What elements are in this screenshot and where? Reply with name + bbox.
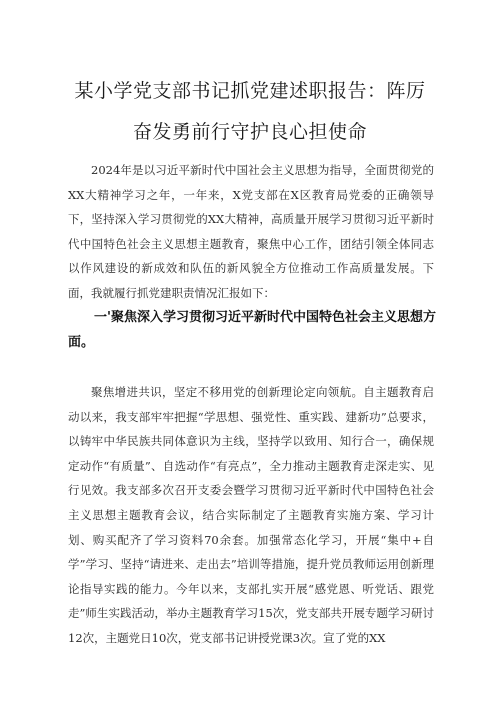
section-1-heading: 一'聚焦深入学习贯彻习近平新时代中国特色社会主义思想方面。 [68,310,436,350]
section-1-paragraph: 聚焦增进共识，坚定不移用党的创新理论定向领航。自主题教育启动以来，我支部牢牢把握“学思想、强党性、重实践、建新功”总要求，以铸牢中华民族共同体意识为主线，坚持学以致用、知行合一，确保规定动作“有质量”、自选动作“有亮点”，全力推动主题教育走深走实、见行见效。我支部多次召开支委会暨学习贯彻习近平新时代中国特色社会主义思想主题教育会议，结合实际制定了主题教育实施方案、学习计划、购买配齐了学习资料70余套。加强常态化学习，开展“集中+自学”学习、坚持“请进来、走出去”培训等措施，提升党员教师运用创新理论指导实践的能力。今年以来，支部扎实开展“感党恩、听党话、跟党走”师生实践活动，举办主题教育学习15次，党支部共开展专题学习研讨12次，主题党日10次，党支部书记讲授党课3次。宣了党的XX [68,385,434,645]
document-title-line-1: 某小学党支部书记抓党建述职报告：阵厉 [74,80,426,102]
intro-paragraph: 2024年是以习近平新时代中国社会主义思想为指导，全面贯彻党的XX大精神学习之年，一年来，X党支部在X区教育局党委的正确领导下，坚持深入学习贯彻党的XX大精神，高质量开展学习贯彻习近平新时代中国特色社会主义思想主题教育，聚焦中心工作，团结引领全体同志以作风建设的新成效和队伍的新风貌全方位推动工作高质量发展。下面，我就履行抓党建职责情况汇报如下： [68,163,434,300]
document-title-line-2: 奋发勇前行守护良心担使命 [132,121,367,143]
